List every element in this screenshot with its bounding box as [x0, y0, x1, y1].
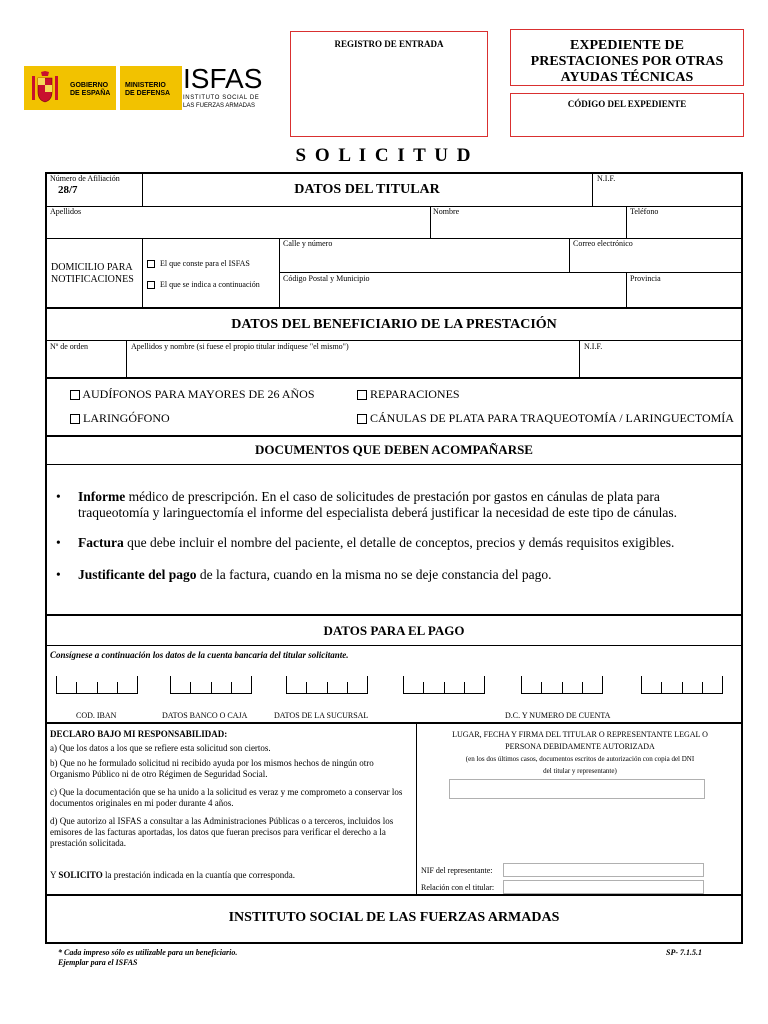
beneficiario-title: DATOS DEL BENEFICIARIO DE LA PRESTACIÓN [231, 317, 557, 332]
declaracion-item: a) Que los datos a los que se refiere esta solicitud son ciertos. [50, 743, 271, 753]
domicilio-label-2: NOTIFICACIONES [51, 274, 134, 285]
relacion-field[interactable] [503, 880, 704, 894]
correo-label: Correo electrónico [573, 239, 633, 248]
gobierno-logo [24, 66, 116, 110]
registro-box[interactable] [290, 31, 488, 137]
gobierno-text [70, 82, 110, 98]
registro-label: REGISTRO DE ENTRADA [334, 39, 444, 49]
orden-label: Nº de orden [50, 342, 89, 351]
isfas-brand: ISFAS [183, 63, 263, 94]
codigo-expediente-label: CÓDIGO DEL EXPEDIENTE [567, 99, 687, 109]
checkbox-continuacion[interactable] [147, 281, 155, 289]
beneficiario-nif-field[interactable] [580, 352, 742, 376]
expediente-title-3: AYUDAS TÉCNICAS [560, 70, 694, 85]
institute-footer: INSTITUTO SOCIAL DE LAS FUERZAS ARMADAS [228, 910, 560, 925]
documento-bold: Factura [78, 535, 124, 550]
documento-bold: Informe [78, 489, 126, 504]
ministerio-logo [120, 66, 182, 110]
banco-label: DATOS BANCO O CAJA [162, 711, 248, 720]
declaracion-item: b) Que no he formulado solicitud ni recibido ayuda por los mismos hechos de ningún otro Organismo Público ni de otro Régimen de Seguridad Social. [50, 758, 374, 779]
documento-text: médico de prescripción. En el caso de solicitudes de prestación por gastos en cánulas de plata para traqueotomía y laringuectomía el informe del especialista deberá justificar la necesidad de este tipo de cánulas. [78, 489, 678, 520]
isfas-logo [183, 64, 267, 114]
beneficiario-apellidos-label: Apellidos y nombre (si fuese el propio titular indíquese "el mismo") [131, 342, 349, 351]
option-laringofono-label: LARINGÓFONO [83, 411, 170, 425]
bullet-icon: • [56, 535, 61, 550]
option-continuacion[interactable] [147, 280, 260, 289]
footnote [58, 948, 237, 968]
option-reparaciones[interactable] [357, 387, 460, 402]
beneficiario-nif-label: N.I.F. [584, 342, 603, 351]
nif-representante-field[interactable] [503, 863, 704, 877]
relacion-label: Relación con el titular: [421, 883, 495, 892]
provincia-field[interactable] [627, 284, 742, 306]
apellidos-field[interactable] [46, 216, 430, 238]
pago-instructions: Consígnese a continuación los datos de la cuenta bancaria del titular solicitante. [50, 650, 349, 660]
option-reparaciones-label: REPARACIONES [370, 387, 460, 401]
expediente-title-box [510, 29, 744, 86]
firma-line2: PERSONA DEBIDAMENTE AUTORIZADA [505, 742, 655, 751]
option-laringofono[interactable] [70, 411, 170, 426]
cp-label: Código Postal y Municipio [283, 274, 370, 283]
checkbox-audifonos[interactable] [70, 390, 80, 400]
solicito-rest: la prestación indicada en la cuantía que corresponda. [102, 870, 295, 880]
dc-input[interactable] [403, 676, 485, 694]
firma-instructions [420, 729, 740, 777]
orden-field[interactable] [46, 352, 126, 376]
coat-of-arms-icon [30, 70, 60, 106]
bullet-icon: • [56, 567, 61, 582]
footnote-2: Ejemplar para el ISFAS [58, 958, 138, 967]
declaracion-title: DECLARO BAJO MI RESPONSABILIDAD: [50, 729, 228, 739]
lugar-fecha-field[interactable] [449, 779, 705, 799]
option-isfas-label: El que conste para el ISFAS [160, 259, 250, 268]
dc-cuenta-label: D.C. Y NUMERO DE CUENTA [505, 711, 611, 720]
isfas-sub1: INSTITUTO SOCIAL DE [183, 95, 260, 101]
documento-text: que debe incluir el nombre del paciente, el detalle de conceptos, precios y demás requisitos exigibles. [123, 535, 675, 550]
expediente-title-2: PRESTACIONES POR OTRAS [530, 54, 724, 69]
option-isfas[interactable] [147, 259, 250, 268]
apellidos-label: Apellidos [50, 207, 82, 216]
form-code: SP- 7.1.5.1 [666, 948, 702, 957]
solicito-bold: SOLICITO [58, 870, 103, 880]
gobierno-line2: DE ESPAÑA [70, 90, 111, 97]
option-continuacion-label: El que se indica a continuación [160, 280, 260, 289]
calle-label: Calle y número [283, 239, 333, 248]
page-title: S O L I C I T U D [295, 145, 473, 166]
footnote-1: * Cada impreso sólo es utilizable para un beneficiario. [58, 948, 238, 957]
documento-item [56, 535, 724, 553]
checkbox-canulas[interactable] [357, 414, 367, 424]
declaracion-item: d) Que autorizo al ISFAS a consultar a las Administraciones Públicas o a terceros, incluidos los emisores de las facturas aportadas, los datos que fueran precisos para verificar el derecho a la prestación solicitada. [50, 816, 394, 848]
afiliacion-label: Número de Afiliación [50, 174, 120, 183]
telefono-field[interactable] [627, 216, 742, 238]
firma-area[interactable] [420, 802, 740, 860]
banco-input[interactable] [170, 676, 252, 694]
gobierno-line1: GOBIERNO [70, 82, 109, 89]
checkbox-reparaciones[interactable] [357, 390, 367, 400]
nombre-label: Nombre [433, 207, 460, 216]
firma-line4: del titular y representante) [543, 767, 617, 775]
firma-line1: LUGAR, FECHA Y FIRMA DEL TITULAR O REPRESENTANTE LEGAL O [452, 730, 708, 739]
documento-item [56, 489, 724, 523]
ministerio-line1: MINISTERIO [125, 82, 166, 89]
correo-field[interactable] [570, 249, 742, 271]
calle-field[interactable] [280, 249, 569, 271]
nombre-field[interactable] [431, 216, 626, 238]
checkbox-laringofono[interactable] [70, 414, 80, 424]
expediente-title-1: EXPEDIENTE DE [570, 38, 684, 53]
option-canulas[interactable] [357, 411, 734, 426]
declaracion-item: c) Que la documentación que se ha unido a la solicitud es veraz y me comprometo a conservar los documentos originales en mi poder durante 4 años. [50, 787, 403, 808]
documentos-title: DOCUMENTOS QUE DEBEN ACOMPAÑARSE [255, 442, 533, 457]
option-audifonos[interactable] [70, 387, 315, 402]
nif-representante-label: NIF del representante: [421, 866, 493, 875]
pago-title: DATOS PARA EL PAGO [323, 623, 465, 638]
option-audifonos-label: AUDÍFONOS PARA MAYORES DE 26 AÑOS [82, 387, 315, 401]
sucursal-input[interactable] [286, 676, 368, 694]
documento-item [56, 567, 724, 585]
domicilio-label [51, 262, 134, 286]
documento-text: de la factura, cuando en la misma no se deje constancia del pago. [196, 567, 552, 582]
iban-input[interactable] [56, 676, 138, 694]
beneficiario-apellidos-field[interactable] [127, 352, 579, 376]
firma-line3: (en los dos últimos casos, documentos escritos de autorización con copia del DNI [465, 755, 695, 763]
cuenta-input-2[interactable] [641, 676, 723, 694]
ministerio-line2: DE DEFENSA [125, 90, 171, 97]
bullet-icon: • [56, 489, 61, 504]
codigo-expediente-box[interactable] [510, 93, 744, 137]
afiliacion-value[interactable]: 28/7 [58, 184, 78, 196]
documento-bold: Justificante del pago [78, 567, 197, 582]
datos-titular-title: DATOS DEL TITULAR [294, 182, 440, 197]
checkbox-isfas[interactable] [147, 260, 155, 268]
option-canulas-label: CÁNULAS DE PLATA PARA TRAQUEOTOMÍA / LARINGUECTOMÍA [370, 411, 734, 425]
solicito-text [50, 870, 295, 880]
sucursal-label: DATOS DE LA SUCURSAL [274, 711, 369, 720]
titular-nif-label: N.I.F. [597, 174, 616, 183]
provincia-label: Provincia [630, 274, 661, 283]
iban-label: COD. IBAN [76, 711, 117, 720]
solicito-prefix: Y [50, 870, 59, 880]
cuenta-input-1[interactable] [521, 676, 603, 694]
ministerio-text [125, 82, 170, 98]
cp-field[interactable] [280, 284, 626, 306]
telefono-label: Teléfono [630, 207, 659, 216]
isfas-sub2: LAS FUERZAS ARMADAS [183, 103, 256, 109]
domicilio-label-1: DOMICILIO PARA [51, 262, 133, 273]
